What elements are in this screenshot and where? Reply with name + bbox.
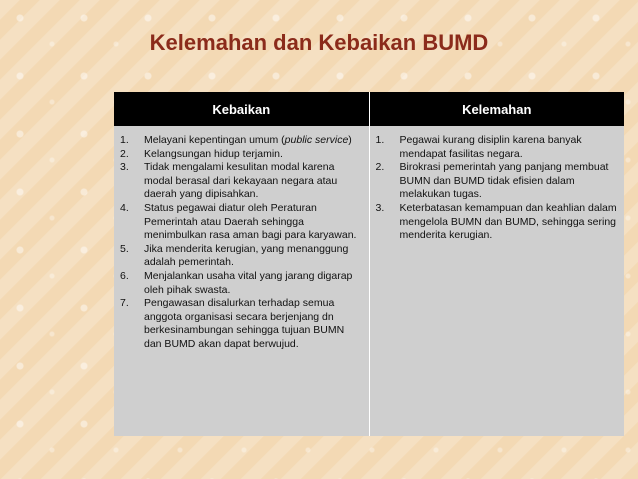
item-text-after: ): [348, 134, 352, 146]
item-text: Melayani kepentingan umum (: [144, 134, 285, 146]
item-text: Pengawasan disalurkan terhadap semua anggota organisasi secara berjenjang dn berkesinambungan sehingga tujuan BUMN dan BUMD akan dapat berwujud.: [144, 297, 345, 350]
item-number: 3.: [120, 161, 129, 174]
list-item: [376, 161, 619, 202]
item-number: 1.: [375, 134, 385, 146]
slide-title: Kelemahan dan Kebaikan BUMD: [149, 30, 489, 55]
item-number: 1.: [120, 134, 129, 146]
list-item: [120, 161, 363, 202]
item-number: 7.: [120, 297, 129, 310]
item-text: Status pegawai diatur oleh Peraturan Pemerintah atau Daerah sehingga menimbulkan rasa aman bagi para karyawan.: [144, 201, 357, 242]
list-item: [120, 134, 363, 148]
list-item: [376, 202, 619, 243]
item-text: Kelangsungan hidup terjamin.: [144, 147, 283, 160]
item-number: 5.: [120, 242, 129, 255]
item-text: Birokrasi pemerintah yang panjang membuat BUMN dan BUMD tidak efisien dalam melakukan tugas.: [399, 161, 609, 201]
item-number: 6.: [120, 269, 129, 282]
header-kebaikan: Kebaikan: [114, 92, 369, 126]
header-kelemahan: Kelemahan: [369, 92, 624, 126]
item-number: 3.: [375, 201, 385, 214]
kelemahan-cell: [369, 126, 624, 436]
list-item: [120, 202, 363, 243]
item-text: Pegawai kurang disiplin karena banyak mendapat fasilitas negara.: [399, 134, 582, 160]
item-italic-text: public service: [284, 134, 349, 146]
item-number: 2.: [120, 147, 129, 160]
item-number: 4.: [120, 201, 129, 214]
item-text: Jika menderita kerugian, yang menanggung adalah pemerintah.: [144, 242, 349, 269]
kebaikan-list: [120, 134, 363, 352]
item-text: Menjalankan usaha vital yang jarang digarap oleh pihak swasta.: [144, 269, 353, 296]
list-item: [120, 297, 363, 351]
kelemahan-list: [376, 134, 619, 243]
list-item: [120, 243, 363, 270]
table-header-row: [114, 92, 624, 126]
comparison-table: [114, 92, 624, 436]
item-text: Keterbatasan kemampuan dan keahlian dalam mengelola BUMN dan BUMD, sehingga sering menderita kerugian.: [399, 201, 617, 242]
kebaikan-cell: [114, 126, 369, 436]
item-text: Tidak mengalami kesulitan modal karena modal berasal dari kekayaan negara atau daerah yang dipisahkan.: [144, 161, 338, 201]
list-item: [120, 148, 363, 162]
list-item: [120, 270, 363, 297]
item-number: 2.: [375, 161, 385, 174]
list-item: [376, 134, 619, 161]
table-row: [114, 126, 624, 436]
